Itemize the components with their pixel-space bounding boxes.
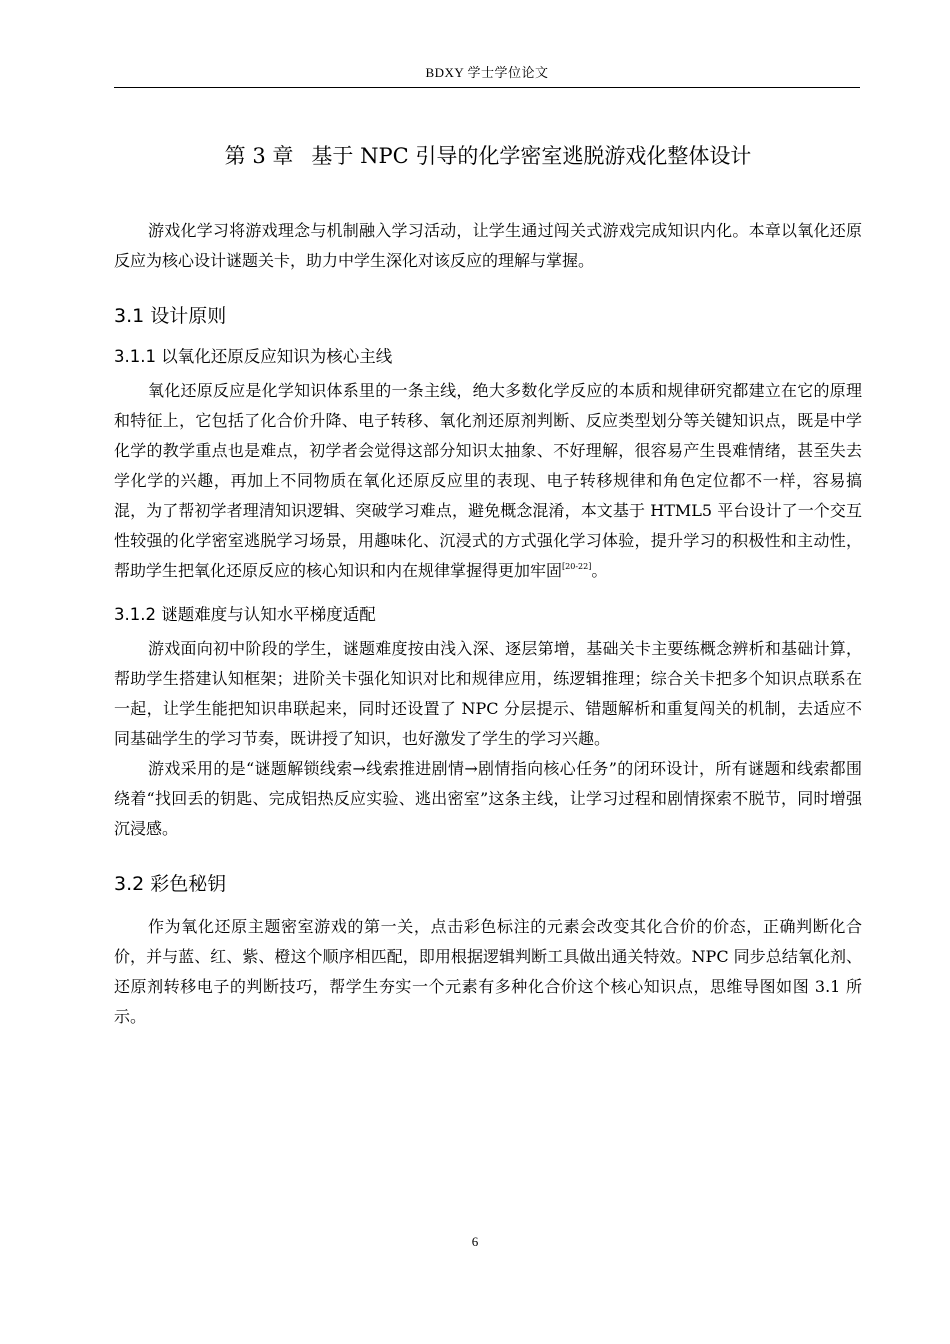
- subsection-heading-3-1-2: 3.1.2 谜题难度与认知水平梯度适配: [114, 605, 376, 624]
- paragraph-3-1-1: [114, 376, 862, 586]
- paragraph-3-2: 作为氧化还原主题密室游戏的第一关，点击彩色标注的元素会改变其化合价的价态，正确判断化合价，并与蓝、红、紫、橙这个顺序相匹配，即用根据逻辑判断工具做出通关特效。NPC 同步总结氧化剂、还原剂转移电子的判断技巧，帮学生夯实一个元素有多种化合价这个核心知识点，思维导图如图 3.1 所示。: [114, 917, 862, 1026]
- subsection-heading-3-1-1: 3.1.1 以氧化还原反应知识为核心主线: [114, 347, 393, 366]
- citation-ref: [20-22]: [562, 562, 592, 571]
- page-number: 6: [471, 1234, 479, 1249]
- page-body: [114, 140, 862, 1032]
- paragraph-end-punct: 。: [591, 561, 608, 580]
- header-rule: [114, 87, 860, 88]
- running-header: BDXY 学士学位论文: [425, 65, 549, 80]
- paragraph-3-1-1-text: 氧化还原反应是化学知识体系里的一条主线，绝大多数化学反应的本质和规律研究都建立在它的原理和特征上，它包括了化合价升降、电子转移、氧化剂还原剂判断、反应类型划分等关键知识点，既是中学化学的教学重点也是难点，初学者会觉得这部分知识太抽象、不好理解，很容易产生畏难情绪，甚至失去学化学的兴趣，再加上不同物质在氧化还原反应里的表现、电子转移规律和角色定位都不一样，容易搞混，为了帮初学者理清知识逻辑、突破学习难点，避免概念混淆，本文基于 HTML5 平台设计了一个交互性较强的化学密室逃脱学习场景，用趣味化、沉浸式的方式强化学习体验，提升学习的积极性和主动性，帮助学生把氧化还原反应的核心知识和内在规律掌握得更加牢固: [114, 381, 862, 580]
- chapter-intro-paragraph: 游戏化学习将游戏理念与机制融入学习活动，让学生通过闯关式游戏完成知识内化。本章以氧化还原反应为核心设计谜题关卡，助力中学生深化对该反应的理解与掌握。: [114, 221, 862, 270]
- chapter-number: 第 3 章: [224, 144, 294, 168]
- chapter-title-text: 基于 NPC 引导的化学密室逃脱游戏化整体设计: [311, 144, 752, 168]
- chapter-title: [114, 140, 862, 172]
- paragraph-3-1-2-a: 游戏面向初中阶段的学生，谜题难度按由浅入深、逐层第增，基础关卡主要练概念辨析和基础计算，帮助学生搭建认知框架；进阶关卡强化知识对比和规律应用，练逻辑推理；综合关卡把多个知识点联系在一起，让学生能把知识串联起来，同时还设置了 NPC 分层提示、错题解析和重复闯关的机制，去适应不同基础学生的学习节奏，既讲授了知识，也好激发了学生的学习兴趣。: [114, 639, 862, 748]
- section-heading-3-1: 3.1 设计原则: [114, 305, 227, 327]
- paragraph-3-1-2-b: 游戏采用的是“谜题解锁线索→线索推进剧情→剧情指向核心任务”的闭环设计，所有谜题和线索都围绕着“找回丢的钥匙、完成铝热反应实验、逃出密室”这条主线，让学习过程和剧情探索不脱节，同时增强沉浸感。: [114, 759, 862, 838]
- section-heading-3-2: 3.2 彩色秘钥: [114, 873, 227, 895]
